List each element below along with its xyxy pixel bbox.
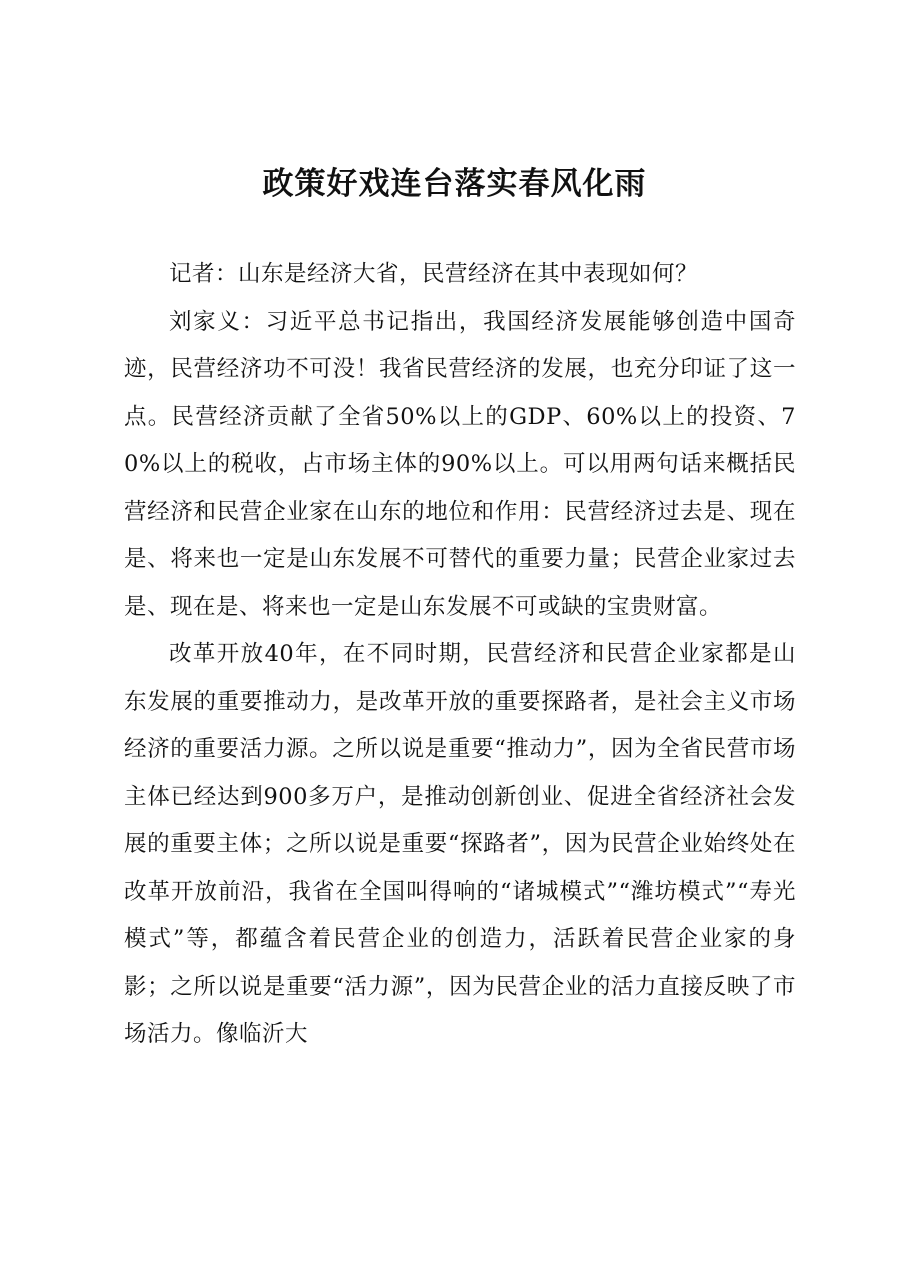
document-title: 政策好戏连台落实春风化雨	[262, 166, 647, 202]
paragraph-question: 记者：山东是经济大省，民营经济在其中表现如何？	[169, 261, 699, 287]
paragraph-reform: 改革开放40年，在不同时期，民营经济和民营企业家都是山东发展的重要推动力，是改革开放的重要探路者，是社会主义市场经济的重要活力源。之所以说是重要“推动力”，因为全省民营市场主体已经达到900多万户，是推动创新创业、促进全省经济社会发展的重要主体；之所以说是重要“探路者”，因为民营企业始终处在改革开放前沿，我省在全国叫得响的“诸城模式”“潍坊模式”“寿光模式”等，都蕴含着民营企业的创造力，活跃着民营企业家的身影；之所以说是重要“活力源”，因为民营企业的活力直接反映了市场活力。像临沂大	[124, 641, 796, 1047]
document-body	[124, 251, 796, 1059]
paragraph-answer: 刘家义：习近平总书记指出，我国经济发展能够创造中国奇迹，民营经济功不可没！我省民营经济的发展，也充分印证了这一点。民营经济贡献了全省50%以上的GDP、60%以上的投资、70%以上的税收，占市场主体的90%以上。可以用两句话来概括民营经济和民营企业家在山东的地位和作用：民营经济过去是、现在是、将来也一定是山东发展不可替代的重要力量；民营企业家过去是、现在是、将来也一定是山东发展不可或缺的宝贵财富。	[124, 308, 796, 620]
